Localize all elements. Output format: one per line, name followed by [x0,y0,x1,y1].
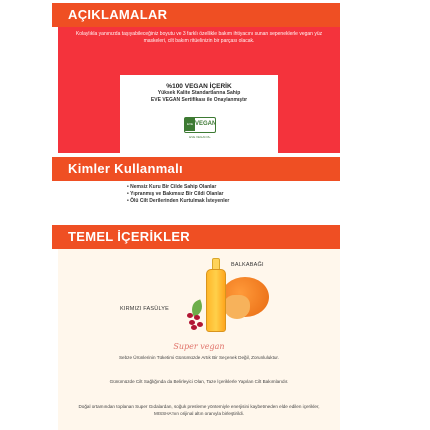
description-panel [58,27,340,153]
vegan-certification: EVE VEGAN Sertifikası ile Onaylanmıştır [150,96,248,103]
vegan-subtitle: Yüksek Kalite Standartlarına Sahip [157,90,241,96]
eve-label: EVE [185,118,195,131]
pumpkin-slice-icon [224,295,250,319]
who-should-use-list [58,181,340,205]
juice-bottle-icon [206,258,226,332]
bean [187,313,193,318]
vegan-logo-text: VEGAN [195,121,217,127]
red-beans-icon [185,311,207,331]
ingredient-label-pumpkin: BALKABAĞI [231,262,264,268]
bean [194,315,200,320]
vegan-card [120,75,278,153]
description-text: Kolaylıkla yanınızda taşıyabileceğiniz boyutu ve 3 farklı özellikle bakım ihtiyacını sunan sepeneklerle vegan yüz maskeleri, cilt bakım ritüelinizin bir parçası olacak. [75,31,323,44]
eve-vegan-logo-icon [184,117,216,133]
list-item: • Ölü Cilt Derilerinden Kurtulmak İsteyenler [127,198,340,205]
bottle-body [206,269,226,332]
section-header-temel-icerikler: TEMEL İÇERİKLER [58,225,340,249]
section-header-kimler-kullanmali: Kimler Kullanmalı [58,157,340,181]
ingredients-paragraph-2: Günümüzde Cilt Sağlığında da Belirleyici Olan, Taze İçeriklerle Yapılan Cilt Bakımlarıdır. [109,379,289,384]
vegan-title: %100 VEGAN İÇERİK [166,83,232,90]
key-ingredients-panel [58,249,340,430]
list-item: • Yıpranmış ve Bakımsız Bir Cildi Olanlar [127,191,340,198]
super-vegan-title: Super vegan [173,342,225,351]
vegan-logo-caption: EVE VEGAN 8+ [189,135,211,139]
ingredients-paragraph-3: Doğal ortamından toplanan Super Gıdalardan, soğuk presleme yöntemiyle enerjisini kaybetmeden elde edilen içerikler, MISSHA'nın orijinal altın oranıyla birleştirildi. [78,404,320,416]
ingredients-paragraph-1: Sebze Ürünlerinin Tüketimi Günümüzde Artık Bir Seçenek Değil, Zorunluluktur. [118,355,279,360]
ingredient-label-red-beans: KIRMIZI FASÜLYE [120,306,170,312]
section-header-aciklamalar: AÇIKLAMALAR [58,3,340,27]
who-should-use-panel [58,181,340,219]
bean [191,325,197,330]
bean [197,322,203,327]
list-item: • Nemsiz Kuru Bir Cilde Sahip Olanlar [127,184,340,191]
